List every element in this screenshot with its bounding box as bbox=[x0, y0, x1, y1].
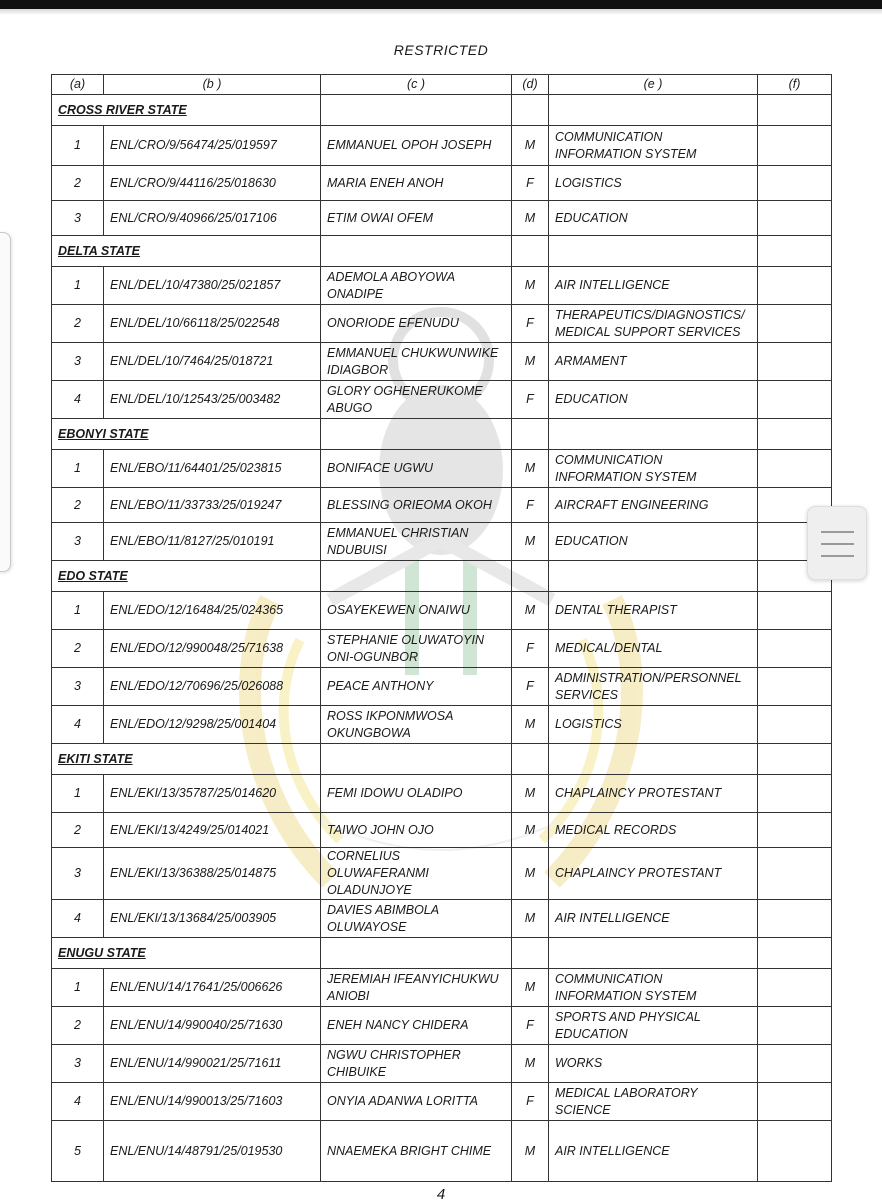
cell-number: ENL/EDO/12/990048/25/71638 bbox=[104, 630, 321, 668]
cell-name: STEPHANIE OLUWATOYIN ONI-OGUNBOR bbox=[321, 630, 512, 668]
cell-number: ENL/EDO/12/9298/25/001404 bbox=[104, 706, 321, 744]
cell-remarks bbox=[758, 630, 832, 668]
cell-trade: AIRCRAFT ENGINEERING bbox=[549, 488, 758, 523]
cell-sn: 2 bbox=[52, 166, 104, 201]
empty-cell bbox=[321, 95, 512, 126]
section-header-row bbox=[52, 744, 832, 775]
cell-remarks bbox=[758, 305, 832, 343]
cell-sn: 1 bbox=[52, 775, 104, 813]
cell-number: ENL/DEL/10/12543/25/003482 bbox=[104, 381, 321, 419]
cell-number: ENL/EKI/13/13684/25/003905 bbox=[104, 900, 321, 938]
cell-sn: 3 bbox=[52, 668, 104, 706]
classification-header: RESTRICTED bbox=[393, 42, 489, 58]
empty-cell bbox=[549, 744, 758, 775]
column-header: (c ) bbox=[321, 75, 512, 95]
cell-sn: 3 bbox=[52, 523, 104, 561]
cell-trade: WORKS bbox=[549, 1045, 758, 1083]
empty-cell bbox=[512, 561, 549, 592]
cell-name: ENEH NANCY CHIDERA bbox=[321, 1007, 512, 1045]
cell-sex: M bbox=[512, 523, 549, 561]
cell-trade: CHAPLAINCY PROTESTANT bbox=[549, 848, 758, 900]
table-row bbox=[52, 450, 832, 488]
hamburger-menu-button[interactable] bbox=[807, 506, 867, 580]
table-row bbox=[52, 1045, 832, 1083]
cell-remarks bbox=[758, 450, 832, 488]
empty-cell bbox=[321, 236, 512, 267]
personnel-table bbox=[51, 74, 832, 1182]
cell-sex: M bbox=[512, 848, 549, 900]
cell-sn: 1 bbox=[52, 267, 104, 305]
empty-cell bbox=[321, 561, 512, 592]
table-row bbox=[52, 1083, 832, 1121]
empty-cell bbox=[512, 236, 549, 267]
cell-number: ENL/ENU/14/990040/25/71630 bbox=[104, 1007, 321, 1045]
cell-trade: LOGISTICS bbox=[549, 706, 758, 744]
cell-sn: 4 bbox=[52, 706, 104, 744]
cell-number: ENL/ENU/14/990013/25/71603 bbox=[104, 1083, 321, 1121]
cell-name: ADEMOLA ABOYOWA ONADIPE bbox=[321, 267, 512, 305]
cell-number: ENL/EDO/12/16484/25/024365 bbox=[104, 592, 321, 630]
table-row bbox=[52, 126, 832, 166]
hamburger-menu-icon bbox=[821, 531, 854, 533]
empty-cell bbox=[512, 744, 549, 775]
cell-trade: MEDICAL RECORDS bbox=[549, 813, 758, 848]
table-row bbox=[52, 1121, 832, 1182]
cell-remarks bbox=[758, 1045, 832, 1083]
hamburger-menu-icon bbox=[821, 543, 854, 545]
cell-remarks bbox=[758, 343, 832, 381]
cell-number: ENL/EKI/13/35787/25/014620 bbox=[104, 775, 321, 813]
cell-sn: 1 bbox=[52, 126, 104, 166]
cell-name: TAIWO JOHN OJO bbox=[321, 813, 512, 848]
cell-sn: 1 bbox=[52, 592, 104, 630]
cell-trade: LOGISTICS bbox=[549, 166, 758, 201]
table-row bbox=[52, 201, 832, 236]
cell-remarks bbox=[758, 706, 832, 744]
empty-cell bbox=[549, 419, 758, 450]
cell-remarks bbox=[758, 668, 832, 706]
cell-sex: M bbox=[512, 1045, 549, 1083]
cell-trade: EDUCATION bbox=[549, 201, 758, 236]
state-name: ENUGU STATE bbox=[52, 938, 321, 969]
cell-sex: M bbox=[512, 201, 549, 236]
cell-number: ENL/DEL/10/7464/25/018721 bbox=[104, 343, 321, 381]
cell-sn: 2 bbox=[52, 1007, 104, 1045]
table-row bbox=[52, 267, 832, 305]
state-name: EKITI STATE bbox=[52, 744, 321, 775]
hamburger-menu-icon bbox=[821, 555, 854, 557]
cell-remarks bbox=[758, 775, 832, 813]
cell-name: DAVIES ABIMBOLA OLUWAYOSE bbox=[321, 900, 512, 938]
cell-name: NNAEMEKA BRIGHT CHIME bbox=[321, 1121, 512, 1182]
section-header-row bbox=[52, 419, 832, 450]
cell-sn: 3 bbox=[52, 1045, 104, 1083]
empty-cell bbox=[321, 419, 512, 450]
empty-cell bbox=[321, 744, 512, 775]
cell-sn: 4 bbox=[52, 381, 104, 419]
empty-cell bbox=[758, 744, 832, 775]
cell-number: ENL/EKI/13/36388/25/014875 bbox=[104, 848, 321, 900]
empty-cell bbox=[758, 938, 832, 969]
cell-trade: EDUCATION bbox=[549, 381, 758, 419]
table-row bbox=[52, 848, 832, 900]
cell-sex: F bbox=[512, 381, 549, 419]
table-row bbox=[52, 381, 832, 419]
cell-sex: M bbox=[512, 900, 549, 938]
table-header-row bbox=[52, 75, 832, 95]
cell-trade: COMMUNICATION INFORMATION SYSTEM bbox=[549, 126, 758, 166]
empty-cell bbox=[549, 561, 758, 592]
table-row bbox=[52, 813, 832, 848]
cell-number: ENL/EKI/13/4249/25/014021 bbox=[104, 813, 321, 848]
page-number: 4 bbox=[436, 1186, 446, 1203]
cell-number: ENL/EBO/11/64401/25/023815 bbox=[104, 450, 321, 488]
cell-name: EMMANUEL CHUKWUNWIKE IDIAGBOR bbox=[321, 343, 512, 381]
cell-sex: M bbox=[512, 969, 549, 1007]
table-body bbox=[52, 95, 832, 1182]
cell-remarks bbox=[758, 201, 832, 236]
table-row bbox=[52, 523, 832, 561]
table-row bbox=[52, 668, 832, 706]
cell-sn: 3 bbox=[52, 848, 104, 900]
cell-trade: AIR INTELLIGENCE bbox=[549, 267, 758, 305]
empty-cell bbox=[758, 95, 832, 126]
cell-name: GLORY OGHENERUKOME ABUGO bbox=[321, 381, 512, 419]
table-row bbox=[52, 900, 832, 938]
cell-sex: F bbox=[512, 166, 549, 201]
cell-number: ENL/CRO/9/40966/25/017106 bbox=[104, 201, 321, 236]
cell-sn: 1 bbox=[52, 969, 104, 1007]
cell-name: ONYIA ADANWA LORITTA bbox=[321, 1083, 512, 1121]
cell-sn: 2 bbox=[52, 305, 104, 343]
cell-name: NGWU CHRISTOPHER CHIBUIKE bbox=[321, 1045, 512, 1083]
cell-name: JEREMIAH IFEANYICHUKWU ANIOBI bbox=[321, 969, 512, 1007]
table-row bbox=[52, 343, 832, 381]
cell-name: ETIM OWAI OFEM bbox=[321, 201, 512, 236]
empty-cell bbox=[512, 95, 549, 126]
column-header: (a) bbox=[52, 75, 104, 95]
cell-trade: COMMUNICATION INFORMATION SYSTEM bbox=[549, 969, 758, 1007]
cell-remarks bbox=[758, 813, 832, 848]
empty-cell bbox=[758, 419, 832, 450]
cell-name: ONORIODE EFENUDU bbox=[321, 305, 512, 343]
cell-number: ENL/DEL/10/47380/25/021857 bbox=[104, 267, 321, 305]
cell-remarks bbox=[758, 166, 832, 201]
cell-sex: F bbox=[512, 1083, 549, 1121]
cell-sex: F bbox=[512, 630, 549, 668]
cell-name: EMMANUEL OPOH JOSEPH bbox=[321, 126, 512, 166]
cell-sn: 5 bbox=[52, 1121, 104, 1182]
column-header: (e ) bbox=[549, 75, 758, 95]
empty-cell bbox=[321, 938, 512, 969]
cell-sex: M bbox=[512, 450, 549, 488]
cell-sn: 2 bbox=[52, 488, 104, 523]
cell-remarks bbox=[758, 592, 832, 630]
state-name: EDO STATE bbox=[52, 561, 321, 592]
table-row bbox=[52, 706, 832, 744]
state-name: EBONYI STATE bbox=[52, 419, 321, 450]
cell-sn: 4 bbox=[52, 900, 104, 938]
state-name: DELTA STATE bbox=[52, 236, 321, 267]
section-header-row bbox=[52, 236, 832, 267]
cell-number: ENL/EBO/11/8127/25/010191 bbox=[104, 523, 321, 561]
table-row bbox=[52, 1007, 832, 1045]
cell-sex: F bbox=[512, 668, 549, 706]
section-header-row bbox=[52, 938, 832, 969]
cell-trade: ARMAMENT bbox=[549, 343, 758, 381]
cell-name: CORNELIUS OLUWAFERANMI OLADUNJOYE bbox=[321, 848, 512, 900]
cell-remarks bbox=[758, 126, 832, 166]
table-row bbox=[52, 305, 832, 343]
cell-name: ROSS IKPONMWOSA OKUNGBOWA bbox=[321, 706, 512, 744]
section-header-row bbox=[52, 95, 832, 126]
cell-trade: DENTAL THERAPIST bbox=[549, 592, 758, 630]
cell-number: ENL/CRO/9/56474/25/019597 bbox=[104, 126, 321, 166]
cell-number: ENL/EBO/11/33733/25/019247 bbox=[104, 488, 321, 523]
cell-number: ENL/ENU/14/990021/25/71611 bbox=[104, 1045, 321, 1083]
column-header: (b ) bbox=[104, 75, 321, 95]
empty-cell bbox=[549, 938, 758, 969]
empty-cell bbox=[512, 938, 549, 969]
cell-trade: MEDICAL/DENTAL bbox=[549, 630, 758, 668]
cell-number: ENL/ENU/14/17641/25/006626 bbox=[104, 969, 321, 1007]
cell-remarks bbox=[758, 1121, 832, 1182]
cell-trade: THERAPEUTICS/DIAGNOSTICS/ MEDICAL SUPPORT SERVICES bbox=[549, 305, 758, 343]
cell-name: MARIA ENEH ANOH bbox=[321, 166, 512, 201]
cell-remarks bbox=[758, 1007, 832, 1045]
column-header: (f) bbox=[758, 75, 832, 95]
section-header-row bbox=[52, 561, 832, 592]
table-row bbox=[52, 166, 832, 201]
column-header: (d) bbox=[512, 75, 549, 95]
table-row bbox=[52, 775, 832, 813]
cell-trade: COMMUNICATION INFORMATION SYSTEM bbox=[549, 450, 758, 488]
cell-number: ENL/EDO/12/70696/25/026088 bbox=[104, 668, 321, 706]
cell-trade: AIR INTELLIGENCE bbox=[549, 900, 758, 938]
cell-trade: ADMINISTRATION/PERSONNEL SERVICES bbox=[549, 668, 758, 706]
cell-number: ENL/ENU/14/48791/25/019530 bbox=[104, 1121, 321, 1182]
empty-cell bbox=[549, 95, 758, 126]
cell-remarks bbox=[758, 848, 832, 900]
state-name: CROSS RIVER STATE bbox=[52, 95, 321, 126]
cell-number: ENL/CRO/9/44116/25/018630 bbox=[104, 166, 321, 201]
cell-sn: 3 bbox=[52, 343, 104, 381]
cell-name: OSAYEKEWEN ONAIWU bbox=[321, 592, 512, 630]
cell-sex: M bbox=[512, 706, 549, 744]
top-edge-shadow bbox=[0, 9, 882, 15]
cell-sn: 2 bbox=[52, 630, 104, 668]
cell-sex: M bbox=[512, 267, 549, 305]
table-row bbox=[52, 488, 832, 523]
cell-sn: 1 bbox=[52, 450, 104, 488]
cell-sex: M bbox=[512, 775, 549, 813]
cell-sex: M bbox=[512, 126, 549, 166]
cell-name: FEMI IDOWU OLADIPO bbox=[321, 775, 512, 813]
cell-name: BLESSING ORIEOMA OKOH bbox=[321, 488, 512, 523]
cell-sex: M bbox=[512, 343, 549, 381]
cell-sn: 4 bbox=[52, 1083, 104, 1121]
cell-sex: M bbox=[512, 1121, 549, 1182]
cell-sn: 3 bbox=[52, 201, 104, 236]
cell-trade: SPORTS AND PHYSICAL EDUCATION bbox=[549, 1007, 758, 1045]
table-row bbox=[52, 592, 832, 630]
side-panel-handle[interactable] bbox=[0, 232, 11, 572]
cell-remarks bbox=[758, 900, 832, 938]
cell-name: EMMANUEL CHRISTIAN NDUBUISI bbox=[321, 523, 512, 561]
empty-cell bbox=[758, 236, 832, 267]
cell-sex: F bbox=[512, 488, 549, 523]
cell-remarks bbox=[758, 267, 832, 305]
cell-sn: 2 bbox=[52, 813, 104, 848]
empty-cell bbox=[512, 419, 549, 450]
cell-remarks bbox=[758, 1083, 832, 1121]
cell-trade: AIR INTELLIGENCE bbox=[549, 1121, 758, 1182]
cell-trade: EDUCATION bbox=[549, 523, 758, 561]
cell-sex: M bbox=[512, 813, 549, 848]
cell-remarks bbox=[758, 381, 832, 419]
cell-sex: M bbox=[512, 592, 549, 630]
cell-sex: F bbox=[512, 1007, 549, 1045]
table-row bbox=[52, 630, 832, 668]
cell-number: ENL/DEL/10/66118/25/022548 bbox=[104, 305, 321, 343]
empty-cell bbox=[549, 236, 758, 267]
cell-remarks bbox=[758, 969, 832, 1007]
top-edge-bar bbox=[0, 0, 882, 9]
cell-sex: F bbox=[512, 305, 549, 343]
cell-name: BONIFACE UGWU bbox=[321, 450, 512, 488]
cell-trade: CHAPLAINCY PROTESTANT bbox=[549, 775, 758, 813]
cell-trade: MEDICAL LABORATORY SCIENCE bbox=[549, 1083, 758, 1121]
cell-name: PEACE ANTHONY bbox=[321, 668, 512, 706]
table-row bbox=[52, 969, 832, 1007]
